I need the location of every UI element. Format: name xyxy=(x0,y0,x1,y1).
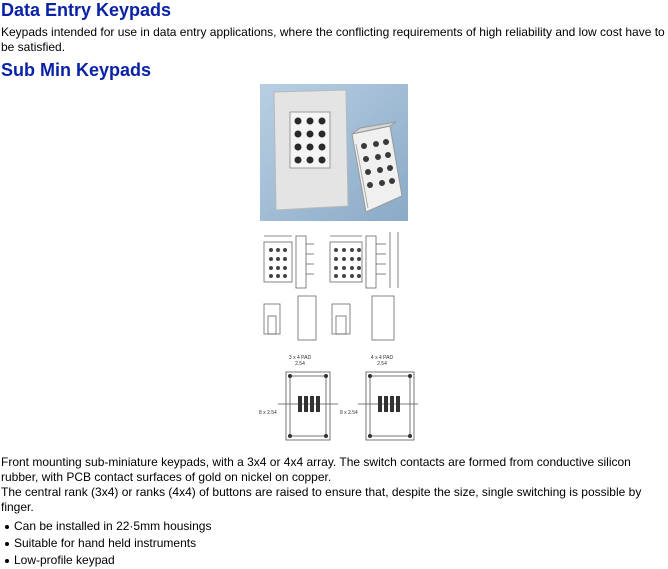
pad-3x4-label: 3 x 4 PAD xyxy=(288,355,312,361)
list-item xyxy=(0,535,211,552)
list-item xyxy=(0,518,211,535)
feature-text: Can be installed in 22·5mm housings xyxy=(14,519,212,533)
feature-text: Low-profile keypad xyxy=(14,553,115,567)
description-paragraph-1: Front mounting sub-miniature keypads, with a 3x4 or 4x4 array. The switch contacts are formed from conductive silicon rubber, with PCB contact surfaces of gold on nickel on copper. xyxy=(1,455,631,484)
bullet-icon xyxy=(5,542,9,546)
pad-3x4-pitch: 2.54 xyxy=(295,361,305,367)
description xyxy=(1,455,665,515)
feature-list xyxy=(0,518,211,569)
dimension-drawing-front xyxy=(258,224,410,348)
section-title: Sub Min Keypads xyxy=(1,60,152,80)
description-paragraph-2: The central rank (3x4) or ranks (4x4) of buttons are raised to ensure that, despite the size, single switching is possible by finger. xyxy=(1,485,642,514)
intro-text: Keypads intended for use in data entry applications, where the conflicting requirements of high reliability and low cost have to be satisfied. xyxy=(1,25,665,54)
pad-4x4-pitch: 2.54 xyxy=(377,361,387,367)
pitch-side-label-3x4: 8 x 2.54 xyxy=(259,410,277,416)
bullet-icon xyxy=(5,559,9,563)
pad-4x4-label: 4 x 4 PAD xyxy=(370,355,394,361)
pcb-layout-drawing xyxy=(258,352,418,444)
bullet-icon xyxy=(5,525,9,529)
feature-text: Suitable for hand held instruments xyxy=(14,536,197,550)
page-title: Data Entry Keypads xyxy=(1,0,172,20)
pitch-side-label-4x4: 8 x 2.54 xyxy=(340,410,358,416)
keypad-photo xyxy=(260,84,408,221)
list-item xyxy=(0,552,211,569)
